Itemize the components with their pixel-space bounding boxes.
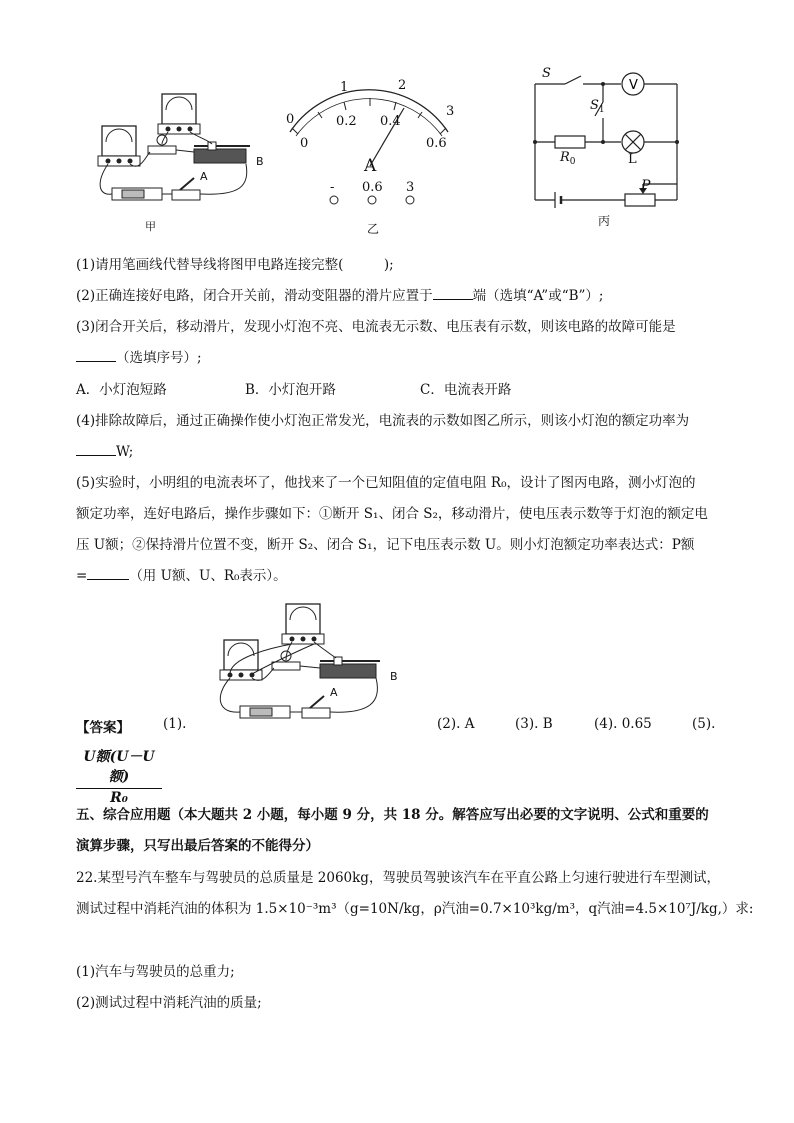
figure-jia-label-B: B — [256, 155, 264, 168]
circuit-R0-label: $R_0$ — [560, 150, 576, 167]
circuit-P-label: P — [641, 178, 651, 194]
question-22-sub2: (2)测试过程中消耗汽油的质量; — [76, 995, 262, 1011]
terminal-0.6-label: 0.6 — [362, 180, 383, 195]
question-5-line2: 额定功率，连好电路后，操作步骤如下：①断开 S₁、闭合 S₂，移动滑片，使电压表示数等于灯泡的额定电 — [76, 506, 708, 522]
dial-bottom-0.6: 0.6 — [426, 136, 447, 151]
question-4-line1: (4)排除故障后，通过正确操作使小灯泡正常发光，电流表的示数如图乙所示，则该小灯泡的额定功率为 — [76, 413, 690, 429]
question-3-line2: （选填序号）; — [76, 349, 202, 367]
circuit-S1-label: $S_1$ — [590, 98, 605, 115]
answer-formula — [76, 746, 162, 806]
formula-denominator: R₀ — [110, 790, 128, 806]
question-22-line2: 测试过程中消耗汽油的体积为 1.5×10⁻³m³（g=10N/kg，ρ汽油=0.7×10³kg/m³，q汽油=4.5×10⁷J/kg,）求: — [76, 901, 754, 917]
formula-numerator: U额(U－U额) — [76, 746, 162, 789]
dial-top-2: 2 — [398, 78, 407, 93]
figure-bing — [525, 72, 700, 222]
answer-blank[interactable] — [76, 443, 116, 456]
circuit-L-label: L — [628, 152, 637, 167]
answer-4: (4). 0.65 — [594, 716, 652, 732]
question-5-line4: = （用 U额、U、R₀表示）。 — [76, 568, 287, 584]
answer-blank[interactable] — [433, 287, 473, 300]
section-title-line2: 演算步骤，只写出最后答案的不能得分） — [76, 838, 319, 854]
figure-bing-caption: 丙 — [598, 214, 611, 228]
question-5-line3: 压 U额；②保持滑片位置不变，断开 S₂、闭合 S₁，记下电压表示数 U。则小灯泡额定功率表达式：P额 — [76, 537, 695, 553]
dial-bottom-0.4: 0.4 — [380, 114, 401, 129]
answer-figure-label-B: B — [390, 670, 398, 683]
figure-yi — [282, 78, 457, 228]
question-22-line1: 22.某型号汽车整车与驾驶员的总质量是 2060kg，驾驶员驾驶该汽车在平直公路上匀速行驶进行车型测试， — [76, 870, 720, 886]
dial-bottom-0.2: 0.2 — [336, 114, 357, 129]
answer-figure — [210, 598, 410, 736]
figure-jia-label-A: A — [200, 170, 208, 183]
question-5-line1: (5)实验时，小明组的电流表坏了，他找来了一个已知阻值的定值电阻 R₀，设计了图丙电路，测小灯泡的 — [76, 475, 696, 491]
terminal-3-label: 3 — [406, 180, 415, 195]
question-4-line2: W; — [76, 443, 133, 461]
option-a: A．小灯泡短路 — [76, 382, 167, 398]
dial-top-0: 0 — [286, 112, 295, 127]
figure-jia-caption: 甲 — [145, 220, 156, 233]
dial-unit: A — [364, 156, 377, 176]
terminal-minus-label: - — [330, 180, 335, 195]
option-c: C．电流表开路 — [420, 382, 512, 398]
answer-label: 【答案】 — [76, 720, 130, 736]
question-1: (1)请用笔画线代替导线将图甲电路连接完整( ); — [76, 257, 394, 273]
section-title-line1: 五、综合应用题（本大题共 2 小题，每小题 9 分，共 18 分。解答应写出必要的文字说明、公式和重要的 — [76, 807, 709, 823]
dial-bottom-0: 0 — [300, 136, 309, 151]
answer-blank[interactable] — [76, 349, 116, 362]
option-b: B．小灯泡开路 — [245, 382, 336, 398]
question-3-line1: (3)闭合开关后，移动滑片，发现小灯泡不亮、电流表无示数、电压表有示数，则该电路的故障可能是 — [76, 319, 676, 335]
dial-top-1: 1 — [340, 80, 349, 95]
question-2: (2)正确连接好电路，闭合开关前，滑动变阻器的滑片应置于 端（选填“A”或“B”）; — [76, 288, 604, 304]
answer-1: (1). — [163, 716, 187, 732]
answer-figure-label-A: A — [330, 686, 338, 699]
answer-blank[interactable] — [87, 567, 129, 580]
answer-2: (2). A — [437, 716, 475, 732]
circuit-S-label: S — [542, 66, 551, 81]
figure-yi-caption: 乙 — [367, 222, 380, 236]
question-22-sub1: (1)汽车与驾驶员的总重力; — [76, 964, 235, 980]
voltmeter-symbol: V — [629, 78, 638, 93]
dial-top-3: 3 — [446, 104, 455, 119]
answer-3: (3). B — [515, 716, 553, 732]
figure-jia — [90, 86, 275, 226]
answer-5: (5). — [692, 716, 716, 732]
